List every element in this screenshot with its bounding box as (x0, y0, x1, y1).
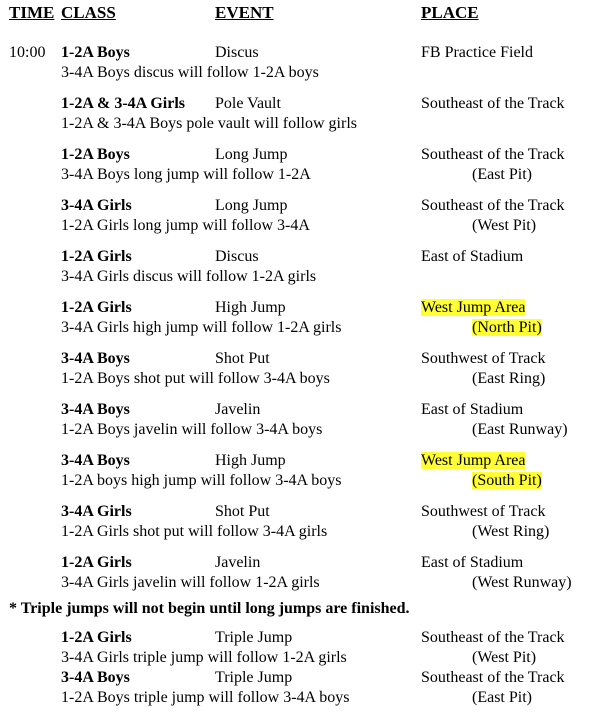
entry-place: East of Stadium (421, 248, 524, 265)
entry-event: Javelin (215, 554, 261, 571)
entry-follow-note: 3-4A Girls discus will follow 1-2A girls (61, 268, 317, 285)
triple-event: Triple Jump (215, 669, 293, 686)
entry-class: 1-2A Girls (61, 299, 132, 316)
entry-follow-note: 1-2A & 3-4A Boys pole vault will follow girls (61, 115, 357, 132)
entry-class: 3-4A Girls (61, 503, 132, 520)
entry-place-detail: (South Pit) (472, 472, 542, 489)
triple-class: 1-2A Girls (61, 629, 132, 646)
entry-event: Long Jump (215, 197, 288, 214)
entry-place-detail: (North Pit) (472, 319, 542, 336)
triple-jump-note: * Triple jumps will not begin until long jumps are finished. (9, 600, 410, 617)
entry-place-detail: (West Ring) (472, 523, 550, 540)
entry-place-detail: (East Runway) (472, 421, 568, 438)
entry-place: East of Stadium (421, 401, 524, 418)
header-class: CLASS (61, 3, 116, 22)
entry-place-detail: (West Runway) (472, 574, 572, 591)
entry-event: Shot Put (215, 503, 270, 520)
header-place: PLACE (421, 3, 479, 22)
header-event: EVENT (215, 3, 274, 22)
entry-class: 1-2A Girls (61, 554, 132, 571)
entry-place-detail: (East Pit) (472, 166, 532, 183)
time-value: 10:00 (9, 44, 46, 61)
entry-follow-note: 1-2A Boys javelin will follow 3-4A boys (61, 421, 323, 438)
triple-follow-note: 1-2A Boys triple jump will follow 3-4A boys (61, 689, 350, 706)
entry-event: Long Jump (215, 146, 288, 163)
entry-follow-note: 1-2A Girls long jump will follow 3-4A (61, 217, 310, 234)
entry-follow-note: 1-2A Boys shot put will follow 3-4A boys (61, 370, 330, 387)
entry-follow-note: 3-4A Girls high jump will follow 1-2A girls (61, 319, 342, 336)
triple-place-detail: (West Pit) (472, 649, 537, 666)
entry-place: West Jump Area (421, 452, 526, 469)
triple-follow-note: 3-4A Girls triple jump will follow 1-2A girls (61, 649, 347, 666)
entry-follow-note: 3-4A Boys discus will follow 1-2A boys (61, 64, 319, 81)
entry-class: 1-2A & 3-4A Girls (61, 95, 185, 112)
entry-place: Southeast of the Track (421, 197, 565, 214)
entry-place: East of Stadium (421, 554, 524, 571)
entry-place: West Jump Area (421, 299, 526, 316)
entry-event: Shot Put (215, 350, 270, 367)
entry-event: Discus (215, 248, 259, 265)
triple-place: Southeast of the Track (421, 629, 565, 646)
entry-class: 1-2A Boys (61, 44, 130, 61)
entry-place-detail: (West Pit) (472, 217, 537, 234)
entry-event: Pole Vault (215, 95, 281, 112)
triple-event: Triple Jump (215, 629, 293, 646)
entry-class: 3-4A Boys (61, 401, 130, 418)
entry-class: 3-4A Girls (61, 197, 132, 214)
entry-class: 3-4A Boys (61, 350, 130, 367)
entry-class: 1-2A Girls (61, 248, 132, 265)
entry-place: Southeast of the Track (421, 146, 565, 163)
entry-place: Southwest of Track (421, 503, 546, 520)
entry-follow-note: 1-2A boys high jump will follow 3-4A boys (61, 472, 342, 489)
entry-event: Discus (215, 44, 259, 61)
triple-place: Southeast of the Track (421, 669, 565, 686)
entry-follow-note: 3-4A Boys long jump will follow 1-2A (61, 166, 311, 183)
entry-event: High Jump (215, 452, 286, 469)
entry-place: Southwest of Track (421, 350, 546, 367)
entry-event: High Jump (215, 299, 286, 316)
entry-class: 3-4A Boys (61, 452, 130, 469)
entry-place: Southeast of the Track (421, 95, 565, 112)
entry-follow-note: 3-4A Girls javelin will follow 1-2A girls (61, 574, 320, 591)
entry-place: FB Practice Field (421, 44, 533, 61)
triple-place-detail: (East Pit) (472, 689, 532, 706)
entry-place-detail: (East Ring) (472, 370, 546, 387)
entry-class: 1-2A Boys (61, 146, 130, 163)
entry-event: Javelin (215, 401, 261, 418)
header-time: TIME (9, 3, 55, 22)
triple-class: 3-4A Boys (61, 669, 130, 686)
entry-follow-note: 1-2A Girls shot put will follow 3-4A girls (61, 523, 328, 540)
